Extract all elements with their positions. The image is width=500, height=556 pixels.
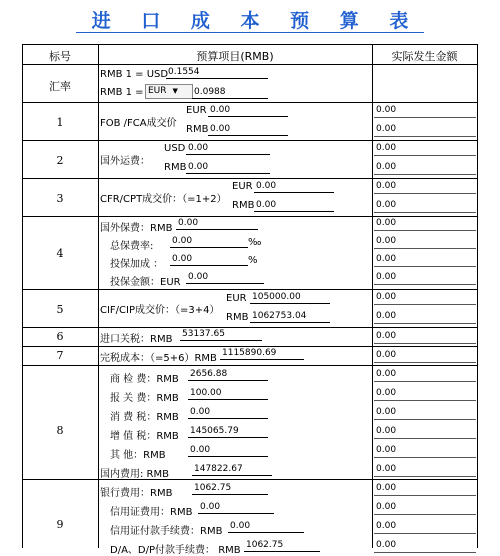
chevron-down-icon: ▼ [172,87,178,95]
cfr-rmb-field[interactable]: 0.00 [254,199,334,212]
insurance-rate-field[interactable]: 0.00 [170,235,248,248]
insured-amount-field[interactable]: 0.00 [186,271,264,284]
freight-usd-label: USD [164,143,186,154]
freight-label: 国外运费： [100,156,150,167]
domestic-fee-field[interactable]: 147822.67 [192,463,272,476]
actual-fob-1[interactable]: 0.00 [374,104,476,118]
row-index-4: 4 [56,247,64,260]
row-index-7: 7 [56,349,64,362]
actual-bank-3[interactable]: 0.00 [374,520,476,534]
fob-rmb-label: RMB [186,124,209,135]
freight-rmb-field[interactable]: 0.00 [186,161,270,174]
actual-cif-1[interactable]: 0.00 [374,291,476,305]
actual-domestic-5[interactable]: 0.00 [374,444,476,458]
header-index: 标号 [49,50,71,63]
insurance-rate-label: 总保费率: [110,241,154,252]
cif-eur-label: EUR [226,293,247,304]
actual-domestic-2[interactable]: 0.00 [374,387,476,401]
row-index-3: 3 [56,192,64,205]
actual-fob-2[interactable]: 0.00 [374,123,476,137]
lc-payment-fee-field[interactable]: 0.00 [228,520,304,533]
actual-domestic-3[interactable]: 0.00 [374,406,476,420]
freight-rmb-label: RMB [164,162,187,173]
markup-label: 投保加成 ： [110,259,164,270]
lc-payment-fee-label: 信用证付款手续费：RMB [110,526,223,537]
consumption-tax-label: 消 费 税：RMB [110,412,179,423]
currency-select-value: EUR [148,86,167,96]
permille-unit: ‰ [248,237,262,248]
actual-import-duty[interactable]: 0.00 [374,330,476,344]
actual-freight-1[interactable]: 0.00 [374,142,476,156]
inspection-fee-field[interactable]: 2656.88 [188,368,268,381]
duty-paid-field[interactable]: 1115890.69 [220,347,304,360]
actual-domestic-6[interactable]: 0.00 [374,463,476,477]
header-actual-amount: 实际发生金额 [391,50,458,63]
cif-eur-field[interactable]: 105000.00 [250,291,330,304]
actual-cfr-1[interactable]: 0.00 [374,180,476,194]
actual-bank-4[interactable]: 0.00 [374,539,476,553]
actual-insurance-3[interactable]: 0.00 [374,253,476,267]
actual-cfr-2[interactable]: 0.00 [374,199,476,213]
cfr-rmb-label: RMB [232,200,255,211]
cif-rmb-label: RMB [226,312,249,323]
domestic-fee-label: 国内费用: RMB [100,469,169,480]
row-index-9: 9 [56,518,64,531]
insurance-label: 国外保费：RMB [100,223,173,234]
vat-label: 增 值 税：RMB [110,431,179,442]
fob-eur-label: EUR [186,105,207,116]
fob-label: FOB /FCA成交价 [100,118,177,129]
actual-duty-paid[interactable]: 0.00 [374,349,476,363]
import-duty-field[interactable]: 53137.65 [180,328,262,341]
cif-label: CIF/CIP成交价：（=3+4） [100,305,220,316]
row-index-5: 5 [56,303,64,316]
row-index-2: 2 [56,154,64,167]
actual-insurance-1[interactable]: 0.00 [374,217,476,231]
actual-insurance-2[interactable]: 0.00 [374,235,476,249]
duty-paid-label: 完税成本：（=5+6）RMB [100,353,217,364]
cfr-label: CFR/CPT成交价：（=1+2） [100,194,227,205]
cfr-eur-field[interactable]: 0.00 [254,180,334,193]
percent-unit: % [248,255,258,266]
currency-select[interactable] [145,84,193,99]
inspection-fee-label: 商 检 费：RMB [110,374,179,385]
insurance-field[interactable]: 0.00 [176,217,258,230]
usd-rate-prefix: RMB 1 = USD [100,69,169,80]
usd-rate-field[interactable]: 0.1554 [166,66,268,79]
freight-usd-field[interactable]: 0.00 [186,142,270,155]
da-dp-fee-label: D/A、D/P付款手续费： RMB [110,545,241,556]
insured-amount-label: 投保金额：EUR [110,277,181,288]
actual-domestic-1[interactable]: 0.00 [374,368,476,382]
actual-domestic-4[interactable]: 0.00 [374,425,476,439]
row-index-1: 1 [56,116,64,129]
actual-insurance-4[interactable]: 0.00 [374,271,476,285]
customs-fee-field[interactable]: 100.00 [188,387,268,400]
actual-cif-2[interactable]: 0.00 [374,310,476,324]
da-dp-fee-field[interactable]: 1062.75 [244,539,320,552]
header-budget-item: 预算项目(RMB) [196,50,274,63]
row-index-8: 8 [56,424,64,437]
page-title: 进 口 成 本 预 算 表 [0,6,500,33]
bank-fee-field[interactable]: 1062.75 [192,482,268,495]
actual-bank-1[interactable]: 0.00 [374,482,476,496]
customs-fee-label: 报 关 费：RMB [110,393,179,404]
lc-fee-field[interactable]: 0.00 [198,501,274,514]
markup-field[interactable]: 0.00 [170,253,248,266]
bank-fee-label: 银行费用：RMB [100,488,173,499]
eur-rate-prefix: RMB 1 = [100,87,144,98]
other-fee-field[interactable]: 0.00 [188,444,268,457]
cif-rmb-field[interactable]: 1062753.04 [250,310,330,323]
actual-freight-2[interactable]: 0.00 [374,161,476,175]
fob-eur-field[interactable]: 0.00 [208,104,288,117]
consumption-tax-field[interactable]: 0.00 [188,406,268,419]
vat-field[interactable]: 145065.79 [188,425,268,438]
row-index-6: 6 [56,330,64,343]
eur-rate-field[interactable]: 0.0988 [192,86,268,99]
lc-fee-label: 信用证费用：RMB [110,507,193,518]
import-duty-label: 进口关税：RMB [100,334,173,345]
other-fee-label: 其 他：RMB [110,450,166,461]
cfr-eur-label: EUR [232,181,253,192]
actual-bank-2[interactable]: 0.00 [374,501,476,515]
fob-rmb-field[interactable]: 0.00 [208,123,288,136]
row-label-exchange-rate: 汇率 [49,80,71,93]
